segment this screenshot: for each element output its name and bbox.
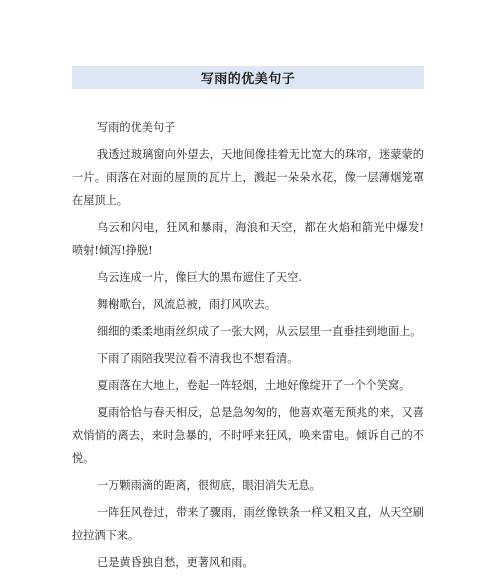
paragraph: 一阵狂风卷过，带来了骤雨，雨丝像铁条一样又粗又直，从天空刷拉拉洒下来。 bbox=[72, 506, 424, 542]
paragraph: 细细的柔柔地雨丝织成了一张大网，从云层里一直垂挂到地面上。 bbox=[97, 325, 422, 338]
paragraph: 乌云和闪电，狂风和暴雨，海浪和天空，都在火焰和箭光中爆发!喷射!倾泻!挣脱! bbox=[72, 221, 424, 257]
title-banner bbox=[72, 66, 424, 89]
paragraph: 夏雨落在大地上，卷起一阵轻烟，土地好像绽开了一个个笑窝。 bbox=[97, 379, 411, 392]
document-title: 写雨的优美句子 bbox=[200, 72, 296, 87]
paragraph: 舞榭歌台，风流总被，雨打风吹去。 bbox=[97, 298, 277, 311]
paragraph: 下雨了雨陪我哭泣看不清我也不想看清。 bbox=[97, 352, 299, 365]
paragraph: 我透过玻璃窗向外望去，天地间像挂着无比宽大的珠帘，迷蒙蒙的一片。雨落在对面的屋顶的瓦片上，溅起一朵朵水花，像一层薄烟笼罩在屋顶上。 bbox=[72, 148, 424, 207]
paragraph: 写雨的优美句子 bbox=[97, 121, 176, 134]
paragraph: 一万颗雨滴的距离，很彻底，眼泪消失无息。 bbox=[97, 479, 321, 492]
paragraph: 乌云连成一片，像巨大的黑布遮住了天空. bbox=[97, 271, 302, 284]
document-body bbox=[72, 116, 424, 578]
paragraph: 已是黄昏独自愁，更著风和雨。 bbox=[97, 556, 254, 569]
paragraph: 夏雨恰恰与春天相反，总是急匆匆的，他喜欢毫无预兆的来，又喜欢悄悄的离去，来时急暴的，不时呼来狂风，唤来雷电。倾诉自己的不悦。 bbox=[72, 406, 424, 465]
